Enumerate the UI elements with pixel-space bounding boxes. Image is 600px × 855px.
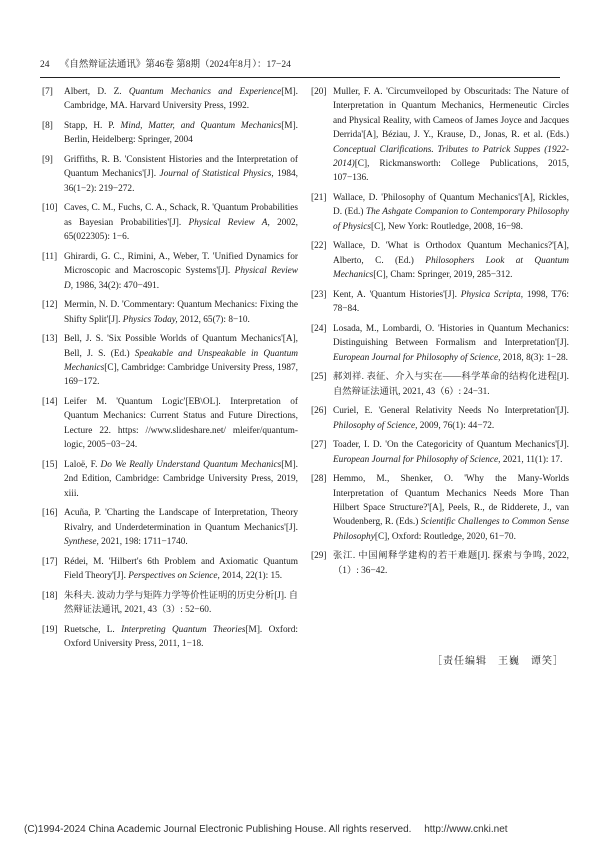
reference-number: [28] bbox=[311, 474, 327, 485]
reference-text: 郝刘祥. 表征、介入与实在——科学革命的结构化进程[J]. 自然辩证法通讯, 2021, 43（6）: 24−31. bbox=[333, 372, 569, 397]
reference-source-title: Journal of Statistical Physics, bbox=[159, 169, 274, 180]
reference-source-title: Interpreting Quantum Theories bbox=[121, 624, 246, 635]
reference-text: [C], Rickmansworth: College Publications, 2015, 107−136. bbox=[333, 159, 569, 184]
reference-item bbox=[42, 119, 298, 148]
reference-text: Bell, J. S. 'Six Possible Worlds of Quantum Mechanics'[A], Bell, J. S. (Ed.) bbox=[64, 334, 298, 359]
reference-column-left bbox=[42, 85, 298, 657]
reference-source-title: Physics Today, bbox=[122, 314, 178, 325]
reference-item bbox=[311, 322, 569, 365]
reference-text: 1986, 34(2): 470−491. bbox=[73, 280, 160, 291]
reference-source-title: Perspectives on Science, bbox=[128, 571, 220, 582]
reference-source-title: The Ashgate Companion to Contemporary Philosophy of Physics bbox=[333, 207, 570, 232]
reference-number: [26] bbox=[311, 406, 327, 417]
reference-column-right bbox=[311, 85, 569, 583]
reference-number: [9] bbox=[42, 155, 53, 165]
reference-text: 1984, 36(1−2): 219−272. bbox=[64, 169, 298, 194]
responsible-editor: ［责任编辑 王巍 谭笑］ bbox=[432, 656, 564, 667]
reference-item bbox=[42, 506, 298, 549]
reference-item bbox=[42, 589, 298, 618]
reference-number: [16] bbox=[42, 508, 58, 519]
reference-text: 朱科夫. 波动力学与矩阵力学等价性证明的历史分析[J]. 自然辩证法通讯, 2021, 43（3）: 52−60. bbox=[64, 590, 298, 616]
running-header bbox=[40, 57, 560, 73]
reference-text: [M]. Berlin, Heidelberg: Springer, 2004 bbox=[64, 121, 298, 146]
reference-number: [20] bbox=[311, 87, 327, 97]
reference-number: [24] bbox=[311, 323, 327, 334]
cnki-link[interactable]: http://www.cnki.net bbox=[424, 824, 508, 835]
reference-number: [25] bbox=[311, 372, 327, 383]
reference-text: 2021, 198: 1711−1740. bbox=[98, 537, 188, 548]
reference-text: [C], Cham: Springer, 2019, 285−312. bbox=[373, 270, 513, 281]
reference-text: Muller, F. A. 'Circumveiloped by Obscuritads: The Nature of Interpretation in Quantum Mechanics, Hermeneutic Circles and Physical Reality, with Cameos of James Joyce and Jacques Derrida'[A], Béziau, J. Y., Krause, D., Jonas, R. et al. (Eds.) bbox=[333, 87, 569, 141]
reference-text: 2012, 65(7): 8−10. bbox=[177, 314, 250, 325]
reference-source-title: European Journal for Philosophy of Science, bbox=[333, 352, 501, 363]
reference-text: [M]. 2nd Edition, Cambridge: Cambridge University Press, 2019, xiii. bbox=[64, 459, 298, 499]
reference-text: 2009, 76(1): 44−72. bbox=[417, 420, 495, 431]
reference-text: 2002, 65(022305): 1−6. bbox=[64, 217, 298, 243]
reference-text: Caves, C. M., Fuchs, C. A., Schack, R. 'Quantum Probabilities as Bayesian Probabilities'[J]. bbox=[64, 203, 298, 228]
reference-text: [M]. Cambridge, MA. Harvard University Press, 1992. bbox=[64, 87, 298, 112]
reference-text: 2018, 8(3): 1−28. bbox=[500, 352, 568, 363]
reference-item bbox=[42, 153, 298, 196]
header-rule bbox=[40, 77, 560, 78]
reference-text: 2021, 11(1): 17. bbox=[500, 454, 563, 465]
reference-text: Rédei, M. 'Hilbert's 6th Problem and Axiomatic Quantum Field Theory'[J]. bbox=[64, 556, 298, 582]
reference-source-title: European Journal for Philosophy of Science, bbox=[333, 454, 501, 465]
reference-item bbox=[311, 239, 569, 282]
reference-text: [M]. Oxford: Oxford University Press, 2011, 1−18. bbox=[64, 624, 298, 650]
reference-text: Ghirardi, G. C., Rimini, A., Weber, T. 'Unified Dynamics for Microscopic and Macroscopic Systems'[J]. bbox=[64, 251, 298, 277]
reference-number: [7] bbox=[42, 87, 53, 97]
reference-number: [18] bbox=[42, 590, 58, 601]
reference-text: 2014, 22(1): 15. bbox=[219, 571, 283, 582]
reference-text: Ruetsche, L. bbox=[64, 624, 122, 635]
reference-text: Mermin, N. D. 'Commentary: Quantum Mechanics: Fixing the Shifty Split'[J]. bbox=[64, 300, 298, 325]
reference-number: [22] bbox=[311, 241, 327, 252]
reference-source-title: Synthese, bbox=[64, 537, 99, 548]
reference-source-title: Physical Review D, bbox=[64, 266, 298, 291]
reference-text: Toader, I. D. 'On the Categoricity of Quantum Mechanics'[J]. bbox=[333, 440, 569, 451]
reference-source-title: Do We Really Understand Quantum Mechanics bbox=[100, 459, 282, 470]
reference-source-title: Scientific Challenges to Common Sense Philosophy bbox=[333, 517, 569, 542]
reference-source-title: Philosophers Look at Quantum Mechanics bbox=[333, 255, 569, 281]
reference-item bbox=[42, 332, 298, 390]
reference-item bbox=[311, 191, 569, 234]
reference-source-title: Conceptual Clarifications. Tributes to Patrick Suppes (1922-2014) bbox=[333, 144, 569, 170]
copyright-notice: (C)1994-2024 China Academic Journal Electronic Publishing House. All rights reserved. bbox=[24, 824, 412, 835]
reference-text: Wallace, D. 'Philosophy of Quantum Mechanics'[A], Rickles, D. (Ed.) bbox=[333, 193, 569, 218]
reference-text: Curiel, E. 'General Relativity Needs No Interpretation'[J]. bbox=[333, 406, 569, 417]
reference-number: [21] bbox=[311, 193, 327, 204]
reference-item bbox=[311, 472, 569, 544]
reference-item bbox=[42, 555, 298, 584]
reference-text: Acuña, P. 'Charting the Landscape of Interpretation, Theory Rivalry, and Underdetermination in Quantum Mechanics'[J]. bbox=[64, 508, 298, 533]
reference-number: [8] bbox=[42, 121, 53, 131]
reference-item bbox=[42, 458, 298, 501]
reference-text: Albert, D. Z. bbox=[64, 87, 129, 97]
reference-item bbox=[311, 288, 569, 317]
reference-text: Stapp, H. P. bbox=[64, 121, 121, 131]
reference-source-title: Mind, Matter, and Quantum Mechanics bbox=[120, 121, 282, 131]
reference-number: [11] bbox=[42, 251, 58, 262]
reference-number: [19] bbox=[42, 624, 58, 635]
reference-text: Laloë, F. bbox=[64, 459, 101, 470]
reference-source-title: Physica Scripta, bbox=[460, 289, 524, 300]
reference-item bbox=[311, 549, 569, 578]
page-footer bbox=[24, 823, 590, 837]
reference-item bbox=[42, 85, 298, 114]
reference-text: Wallace, D. 'What is Orthodox Quantum Mechanics?'[A], Alberto, C. (Ed.) bbox=[333, 241, 569, 266]
reference-item bbox=[42, 201, 298, 244]
reference-number: [12] bbox=[42, 300, 58, 311]
reference-text: [C], New York: Routledge, 2008, 16−98. bbox=[370, 221, 523, 232]
reference-item bbox=[42, 623, 298, 652]
reference-number: [27] bbox=[311, 440, 327, 451]
reference-text: Losada, M., Lombardi, O. 'Histories in Quantum Mechanics: Distinguishing Between Formalism and Interpretation'[J]. bbox=[333, 323, 569, 349]
reference-source-title: Philosophy of Science, bbox=[333, 420, 418, 431]
reference-number: [13] bbox=[42, 334, 58, 345]
reference-number: [23] bbox=[311, 289, 327, 300]
journal-citation: 《自然辩证法通讯》第46卷 第8期（2024年8月）：17−24 bbox=[59, 60, 291, 70]
reference-item bbox=[42, 298, 298, 327]
reference-text: [C], Oxford: Routledge, 2020, 61−70. bbox=[374, 531, 516, 542]
reference-text: Griffiths, R. B. 'Consistent Histories and the Interpretation of Quantum Mechanics'[J]. bbox=[64, 155, 298, 180]
reference-item bbox=[42, 250, 298, 293]
reference-item bbox=[311, 438, 569, 467]
reference-number: [29] bbox=[311, 551, 327, 562]
reference-number: [17] bbox=[42, 556, 58, 567]
reference-text: Hemmo, M., Shenker, O. 'Why the Many-Worlds Interpretation of Quantum Mechanics Needs More Than Hilbert Space Structure?'[A], Peels, R., de Ridderete, J., van Woudenberg, R. (Eds.) bbox=[333, 474, 569, 528]
reference-text: 张江. 中国阐释学建构的若干难题[J]. 探索与争鸣, 2022,（1）: 36−42. bbox=[333, 551, 569, 576]
reference-item bbox=[311, 370, 569, 399]
reference-item bbox=[42, 395, 298, 453]
reference-item bbox=[311, 85, 569, 186]
reference-number: [10] bbox=[42, 203, 58, 214]
reference-number: [15] bbox=[42, 459, 58, 470]
page-number: 24 bbox=[40, 60, 50, 70]
reference-item bbox=[311, 404, 569, 433]
reference-source-title: Speakable and Unspeakable in Quantum Mechanics bbox=[64, 348, 298, 374]
reference-source-title: Physical Review A, bbox=[188, 217, 270, 228]
reference-text: 1998, T76: 78−84. bbox=[333, 289, 570, 315]
reference-text: Kent, A. 'Quantum Histories'[J]. bbox=[333, 289, 461, 300]
reference-source-title: Quantum Mechanics and Experience bbox=[128, 87, 282, 97]
reference-number: [14] bbox=[42, 397, 58, 408]
reference-text: Leifer M. 'Quantum Logic'[EB\OL]. Interpretation of Quantum Mechanics: Current Status and Future Directions, Lecture 22. https: //www.slideshare.net/ mleifer/quantum-logic, 2005−03−24. bbox=[64, 397, 298, 451]
reference-text: [C], Cambridge: Cambridge University Press, 1987, 169−172. bbox=[64, 363, 298, 388]
